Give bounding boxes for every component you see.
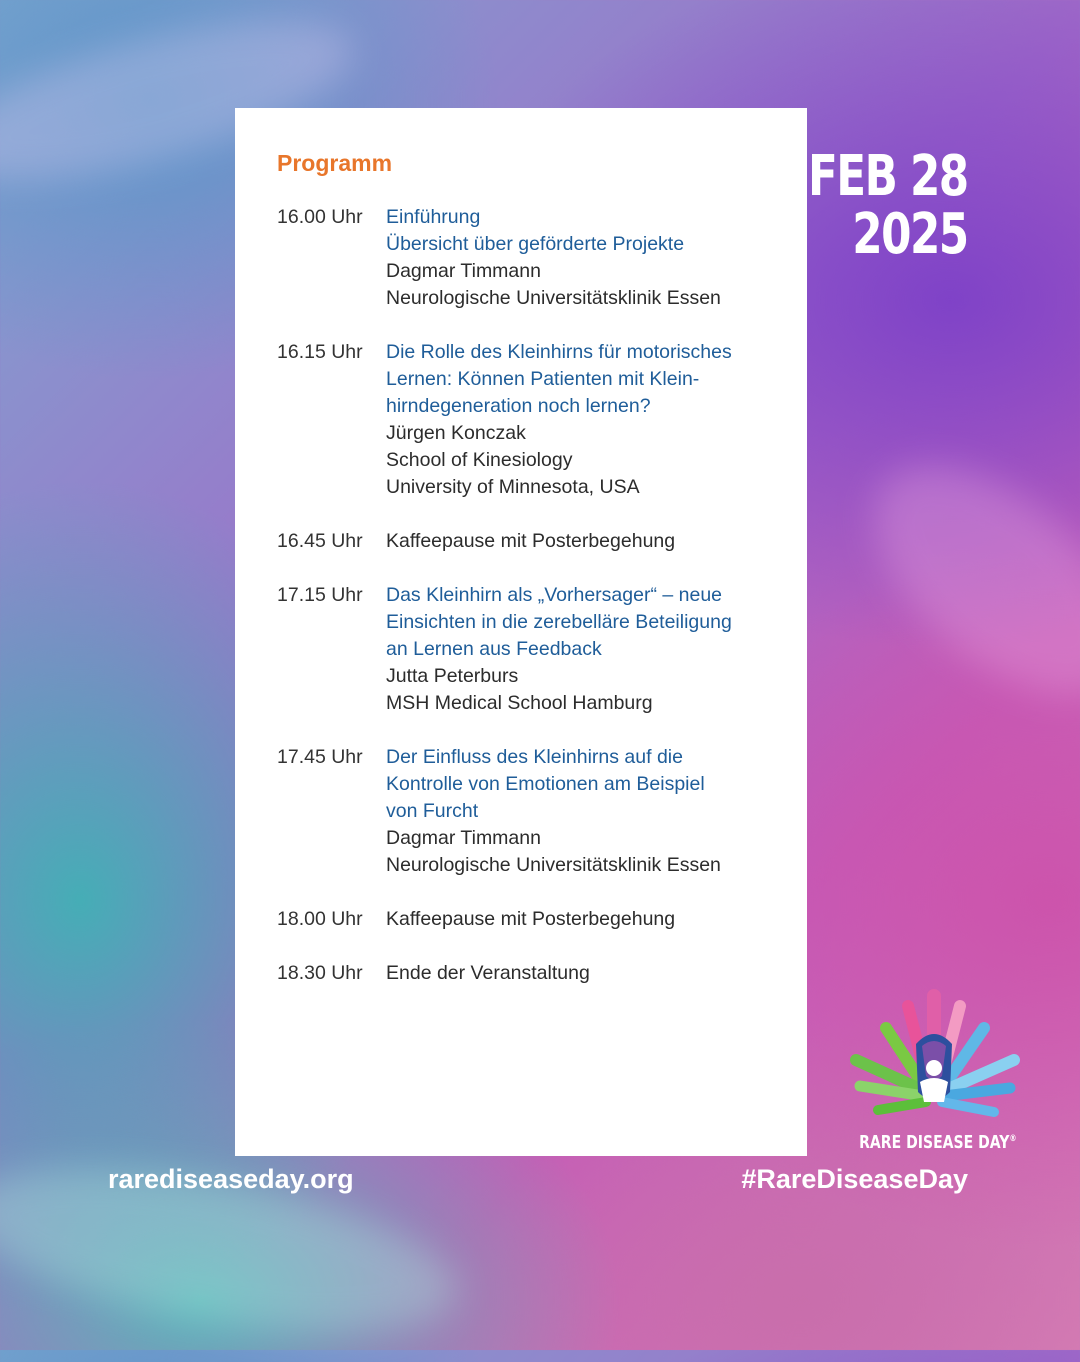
entry-speaker-line: Kaffeepause mit Posterbegehung [386,908,676,930]
entry-time: 16.00 Uhr [277,206,363,228]
hashtag-link[interactable]: #RareDiseaseDay [741,1164,968,1194]
logo-wordmark [859,1132,1017,1153]
registered-mark: ® [1009,1134,1017,1144]
entry-topic-line: Übersicht über geförderte Projekte [386,233,685,255]
entry-speaker-line: University of Minnesota, USA [386,476,640,498]
entry-time: 18.30 Uhr [277,962,363,984]
entry-topic-line: Einführung [386,206,481,228]
schedule-entry [277,744,777,879]
website-link[interactable]: rarediseaseday.org [108,1164,354,1194]
entry-details [386,582,777,717]
entry-time: 17.15 Uhr [277,584,363,606]
entry-time: 16.45 Uhr [277,530,363,552]
entry-details [386,528,777,555]
entry-speaker-line: Dagmar Timmann [386,260,541,282]
logo-text: RARE DISEASE DAY [859,1132,1010,1153]
entry-speaker-line: Kaffeepause mit Posterbegehung [386,530,676,552]
entry-topic-line: an Lernen aus Feedback [386,638,602,660]
entry-topic-line: Das Kleinhirn als „Vorhersager“ – neue [386,584,723,606]
entry-speaker-line: Jutta Peterburs [386,665,519,687]
schedule-entry [277,582,777,717]
program-title: Programm [277,150,393,176]
entry-speaker-line: Jürgen Konczak [386,422,526,444]
schedule-list [277,204,777,1014]
schedule-entry [277,960,777,987]
entry-topic-line: von Furcht [386,800,479,822]
program-card [235,108,807,1156]
entry-details [386,339,777,501]
hands-logo-icon [838,984,1030,1124]
entry-topic-line: hirndegeneration noch lernen? [386,395,651,417]
entry-speaker-line: Neurologische Universitätsklinik Essen [386,287,721,309]
entry-details [386,906,777,933]
schedule-entry [277,528,777,555]
entry-time: 18.00 Uhr [277,908,363,930]
entry-speaker-line: School of Kinesiology [386,449,573,471]
event-date [808,144,968,267]
entry-topic-line: Lernen: Können Patienten mit Klein- [386,368,700,390]
entry-topic-line: Kontrolle von Emotionen am Beispiel [386,773,705,795]
entry-speaker-line: Dagmar Timmann [386,827,541,849]
entry-topic-line: Die Rolle des Kleinhirns für motorisches [386,341,732,363]
entry-speaker-line: Ende der Veranstaltung [386,962,590,984]
entry-details [386,744,777,879]
entry-topic-line: Der Einfluss des Kleinhirns auf die [386,746,683,768]
entry-speaker-line: MSH Medical School Hamburg [386,692,653,714]
schedule-entry [277,204,777,312]
schedule-entry [277,339,777,501]
entry-time: 17.45 Uhr [277,746,363,768]
entry-topic-line: Einsichten in die zerebelläre Beteiligung [386,611,732,633]
schedule-entry [277,906,777,933]
entry-details [386,960,777,987]
background-streak [834,422,1080,737]
entry-time: 16.15 Uhr [277,341,363,363]
entry-details [386,204,777,312]
date-year: 2025 [852,202,968,267]
entry-speaker-line: Neurologische Universitätsklinik Essen [386,854,721,876]
date-day: FEB 28 [808,144,968,209]
